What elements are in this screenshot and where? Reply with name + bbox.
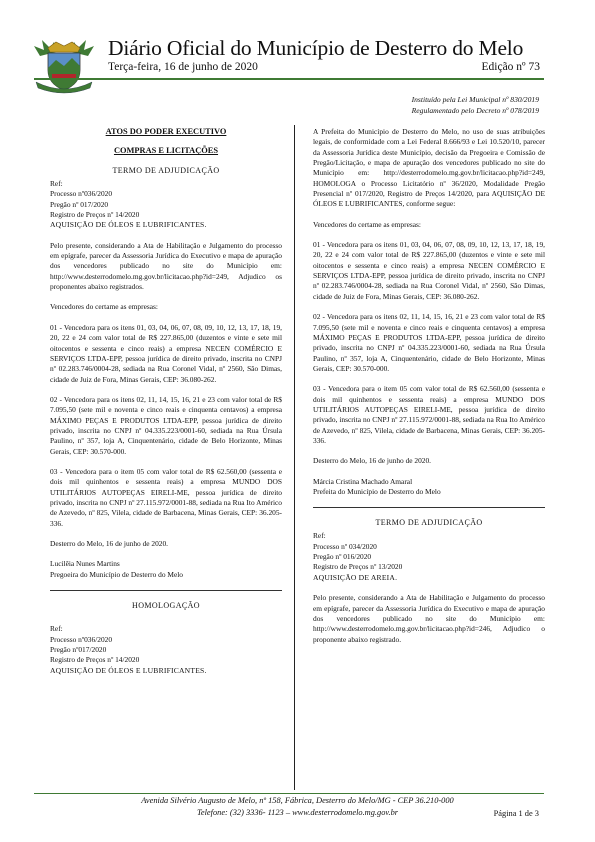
subsection-heading: COMPRAS E LICITAÇÕES (113, 146, 219, 156)
column-divider (294, 125, 295, 790)
winner-paragraph: 01 - Vencedora para os itens 01, 03, 04, 06, 07, 08, 09, 10, 12, 13, 17, 18, 19, 20, 22 e 24 com valor total de R$ 227.865,00 (duzentos e vinte e sete mil oitocentos e sessenta e cinco reais) a empresa NECEN COMÉRCIO E SERVIÇOS LTDA-EPP, pessoa jurídica de direito privado, inscrita no CNPJ nº 02.283.746/0004-28, sediada na Rua Coronel Vidal, nº 2560, São Dimas, cidade de Juiz de Fora, Minas Gerais, CEP: 36.080-262. (50, 322, 282, 384)
section-heading: ATOS DO PODER EXECUTIVO (105, 127, 227, 136)
footer-divider (34, 793, 544, 794)
winners-label: Vencedores do certame as empresas: (313, 219, 421, 229)
homologation-heading: HOMOLOGAÇÃO (132, 600, 200, 610)
municipal-crest-icon (34, 38, 94, 96)
institution-decree: Regulamentado pelo Decreto nº 078/2019 (411, 106, 539, 115)
signer-name: Lucilêia Nunes Martins (50, 559, 120, 569)
ref-label: Ref: (50, 179, 63, 189)
process-number: Processo nº036/2020 (50, 634, 113, 644)
place-date: Desterro do Melo, 16 de junho de 2020. (313, 456, 432, 466)
price-registry-number: Registro de Preços nº 14/2020 (50, 210, 140, 220)
price-registry-number: Registro de Preços nº 14/2020 (50, 655, 140, 665)
winner-paragraph: 02 - Vencedora para os itens 02, 11, 14, 15, 16, 21 e 23 com valor total de R$ 7.095,50 (sete mil e noventa e cinco reais e cinquenta centavos) a empresa MÁXIMO PEÇAS E PRODUTOS LTDA-EPP, pessoa jurídica de direito privado, inscrita no CNPJ nº 04.335.223/0001-60, sediada na Rua Úrsula Paulino, nº 357, loja A, Cinquentenário, cidade de Belo Horizonte, Minas Gerais, CEP: 30.570-000. (313, 312, 545, 373)
adjudication-intro: Pelo presente, considerando a Ata de Habilitação e Julgamento do processo em epígrafe, parecer da Assessoria Jurídica do Executivo e mapa de apuração dos vencedores publicado no site do Município em: http://www.desterrodomelo.mg.gov.br/licitacao.php?id=249, Adjudico os proponentes abaixo registrados. (50, 240, 282, 292)
footer-contact: Telefone: (32) 3336- 1123 – www.desterrodomelo.mg.gov.br (196, 808, 399, 817)
ref-label: Ref: (313, 531, 326, 541)
process-number: Processo nº036/2020 (50, 189, 113, 199)
reference-block (313, 531, 545, 583)
adjudication-heading: TERMO DE ADJUDICAÇÃO (112, 165, 220, 175)
winners-label: Vencedores do certame as empresas: (50, 302, 158, 312)
auction-number: Pregão nº 016/2020 (313, 552, 372, 562)
winner-paragraph: 03 - Vencedora para o item 05 com valor total de R$ 62.560,00 (sessenta e dois mil quinhentos e sessenta reais) a empresa MUNDO DOS UTILITÁRIOS AUTOPEÇAS EIRELI-ME, pessoa jurídica de direito privado, inscrita no CNPJ nº 27.115.972/0001-88, sediada na Rua Ito Américo de Azevedo, nº 825, Vilela, cidade de Barbacena, Minas Gerais, CEP: 36.205-336. (50, 466, 282, 528)
header-divider (34, 78, 544, 80)
journal-title: Diário Oficial do Município de Desterro do Melo (108, 36, 524, 60)
reference-block (50, 179, 282, 231)
place-date: Desterro do Melo, 16 de junho de 2020. (50, 539, 169, 548)
winner-paragraph: 01 - Vencedora para os itens 01, 03, 04, 06, 07, 08, 09, 10, 12, 13, 17, 18, 19, 20, 22 e 24 com valor total de R$ 227.865,00 (duzentos e vinte e sete mil oitocentos e sessenta e cinco reais) a empresa NECEN COMÉRCIO E SERVIÇOS LTDA-EPP, pessoa jurídica de direito privado, inscrita no CNPJ nº 02.283.746/0004-28, sediada na Rua Coronel Vidal, nº 2560, São Dimas, cidade de Juiz de Fora, Minas Gerais, CEP: 36.080-262. (313, 240, 545, 301)
procurement-object: AQUISIÇÃO DE ÓLEOS E LUBRIFICANTES. (50, 665, 207, 675)
homologation-intro: A Prefeita do Município de Desterro do Melo, no uso de suas atribuições legais, de conformidade com a Lei Federal 8.666/93 e Lei 10.520/10, parecer da Assessoria Jurídica deste Município, decisão da Pregoeira e Comissão de Pregão/Licitação, e mapa de apuração dos vencedores publicado no site do Município em: http://desterrodomelo.mg.gov.br/licitacao.php?id=249, HOMOLOGA o Processo Licitatório nº 36/2020, Modalidade Pregão Presencial nº 017/2020, Registro de Preços 14/2020, para AQUISIÇÃO DE ÓLEOS E LUBRIFICANTES, conforme segue: (313, 127, 545, 209)
procurement-object: AQUISIÇÃO DE ÓLEOS E LUBRIFICANTES. (50, 220, 207, 230)
institution-note (412, 94, 539, 116)
institution-law: Instituído pela Lei Municipal nº 830/2019 (411, 95, 539, 104)
signer-role: Pregoeira do Município de Desterro do Melo (50, 569, 183, 579)
footer-address: Avenida Silvério Augusto de Melo, nº 158, Fábrica, Desterro do Melo/MG - CEP 36.210-000 (141, 796, 454, 805)
signer-name: Márcia Cristina Machado Amaral (313, 476, 413, 486)
price-registry-number: Registro de Preços nº 13/2020 (313, 562, 403, 572)
edition-number: Edição nº 73 (481, 61, 540, 73)
left-column (50, 127, 282, 686)
signature-block (50, 559, 282, 580)
auction-number: Pregão nº 017/2020 (50, 199, 109, 209)
signer-role: Prefeita do Município de Desterro do Melo (313, 486, 441, 496)
adjudication-heading: TERMO DE ADJUDICAÇÃO (375, 518, 483, 528)
ref-label: Ref: (50, 624, 63, 634)
procurement-object: AQUISIÇÃO DE AREIA. (313, 572, 398, 582)
document-separator (50, 590, 282, 591)
reference-block (50, 624, 282, 676)
winner-paragraph: 02 - Vencedora para os itens 02, 11, 14, 15, 16, 21 e 23 com valor total de R$ 7.095,50 (sete mil e noventa e cinco reais e cinquenta centavos) a empresa MÁXIMO PEÇAS E PRODUTOS LTDA-EPP, pessoa jurídica de direito privado, inscrita no CNPJ nº 04.335.223/0001-60, sediada na Rua Úrsula Paulino, nº 357, loja A, Cinquentenário, cidade de Belo Horizonte, Minas Gerais, CEP: 30.570-000. (50, 394, 282, 456)
right-column (313, 127, 545, 655)
document-separator (313, 507, 545, 508)
winner-paragraph: 03 - Vencedora para o item 05 com valor total de R$ 62.560,00 (sessenta e dois mil quinhentos e sessenta reais) a empresa MUNDO DOS UTILITÁRIOS AUTOPEÇAS EIRELI-ME, pessoa jurídica de direito privado, inscrita no CNPJ nº 27.115.972/0001-88, sediada na Rua Ito Américo de Azevedo, nº 825, Vilela, cidade de Barbacena, Minas Gerais, CEP: 36.205-336. (313, 384, 545, 445)
process-number: Processo nº 034/2020 (313, 541, 377, 551)
auction-number: Pregão nº017/2020 (50, 644, 107, 654)
adjudication-intro: Pelo presente, considerando a Ata de Habilitação e Julgamento do processo em epígrafe, parecer da Assessoria Jurídica do Executivo e mapa de apuração dos vencedores publicado no site do Município em: http://www.desterrodomelo.mg.gov.br/licitacao.php?id=246, Adjudico o proponente abaixo registrado. (313, 593, 545, 644)
signature-block (313, 477, 545, 498)
issue-date: Terça-feira, 16 de junho de 2020 (108, 61, 258, 73)
page-number: Página 1 de 3 (493, 809, 539, 818)
